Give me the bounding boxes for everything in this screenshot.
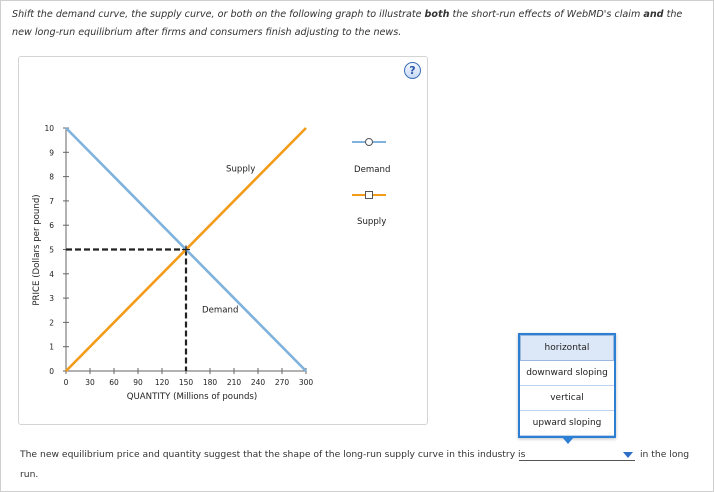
dropdown-option-vertical[interactable]: vertical [520,386,614,411]
x-tick-label: 150 [178,378,194,387]
y-tick-label: 5 [49,245,54,255]
y-tick-label: 9 [49,148,54,158]
question-text: The new equilibrium price and quantity suggest that the shape of the long-run supply curve in this industry is [20,449,526,460]
x-tick-label: 240 [250,378,266,387]
chevron-down-icon[interactable] [623,452,633,458]
y-tick-label: 2 [49,318,54,328]
x-tick-label: 180 [202,378,218,387]
dropdown-option-upward-sloping[interactable]: upward sloping [520,411,614,436]
y-tick-label: 8 [49,172,54,182]
demand-curve-label: Demand [202,305,239,316]
y-tick-label: 4 [49,269,54,279]
dropdown-option-downward-sloping[interactable]: downward sloping [520,361,614,386]
instructions-part-2: the short-run effects of WebMD's claim [449,9,644,20]
supply-tool-label: Supply [357,217,387,227]
y-tick-label: 3 [49,294,54,304]
y-axis-label: PRICE (Dollars per pound) [32,194,42,306]
x-tick-label: 270 [274,378,290,387]
y-tick-label: 0 [49,367,54,376]
x-tick-label: 30 [85,378,95,387]
question-text-end: run. [20,469,39,480]
x-tick-label: 210 [226,378,242,387]
instructions-bold-and: and [643,9,664,20]
x-axis-label: QUANTITY (Millions of pounds) [126,392,258,402]
y-tick-label: 10 [44,124,54,133]
help-icon[interactable]: ? [404,62,421,79]
x-tick-label: 60 [109,378,119,387]
answer-select[interactable] [519,452,635,461]
supply-shape-dropdown[interactable] [518,333,616,438]
demand-tool-label: Demand [354,165,391,175]
x-tick-label: 90 [133,378,143,387]
x-tick-label: 120 [154,378,170,387]
supply-tool-handle[interactable] [366,192,373,199]
y-tick-label: 6 [49,221,54,231]
x-tick-label: 0 [63,378,69,387]
instructions-part-1: Shift the demand curve, the supply curve, or both on the following graph to illustrate [12,9,425,20]
instructions-part-3: the new long-run equilibrium after firms and consumers finish adjusting to the news. [12,9,683,38]
dropdown-pointer [562,437,574,444]
y-tick-label: 1 [49,342,54,352]
x-tick-label: 300 [298,378,314,387]
question-text-after: in the long [640,449,690,460]
instructions-bold-both: both [424,9,450,20]
demand-tool-handle[interactable] [366,139,373,146]
y-tick-label: 7 [49,196,54,206]
dropdown-option-horizontal[interactable]: horizontal [520,335,614,361]
supply-curve-label: Supply [226,164,256,175]
